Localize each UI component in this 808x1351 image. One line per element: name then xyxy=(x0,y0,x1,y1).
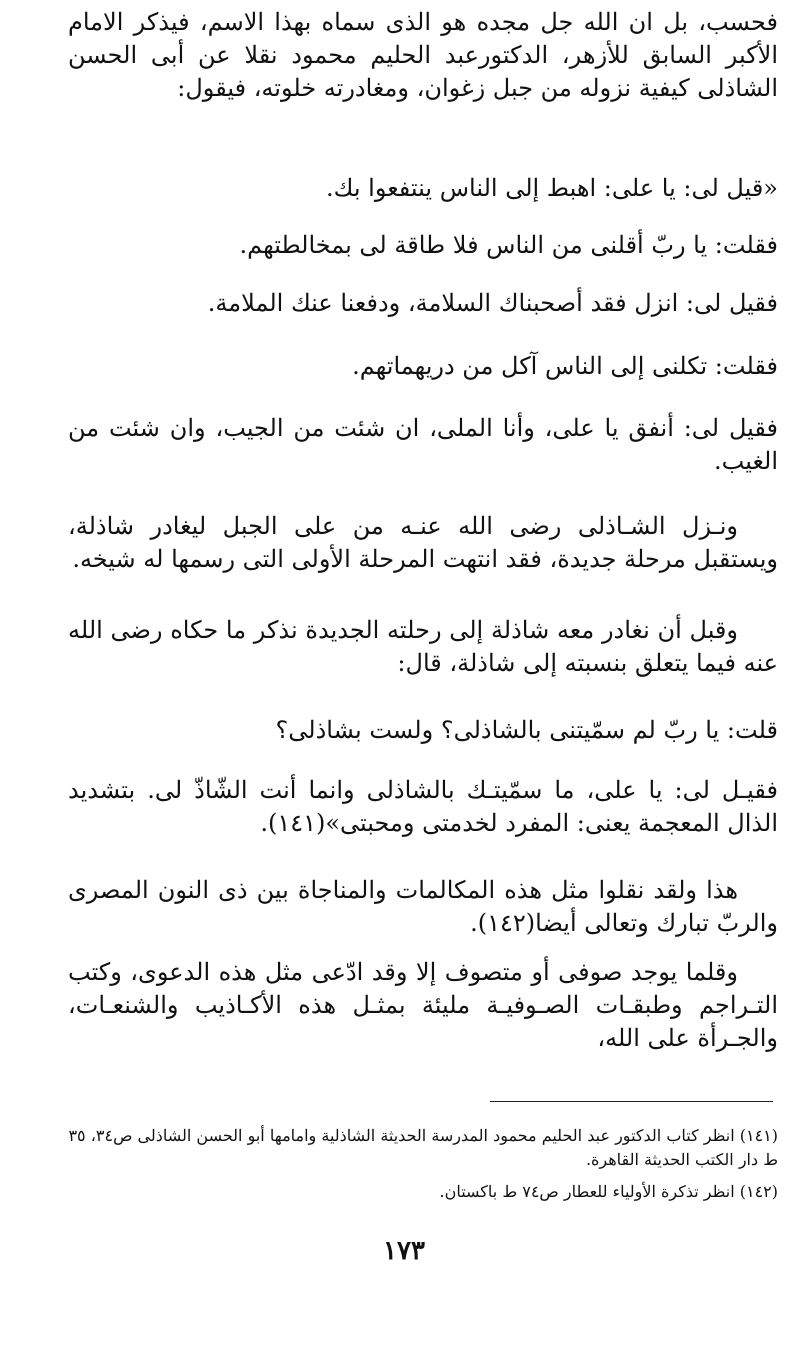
paragraph-dialogue-3: فقيل لى: انزل فقد أصحبناك السلامة، ودفعنا عنك الملامة. xyxy=(207,289,778,317)
footnote-141: (١٤١) انظر كتاب الدكتور عبد الحليم محمود المدرسة الحديثة الشاذلية وامامها أبو الحسن الشاذلى ص٣٤، ٣٥ ط دار الكتب الحديثة القاهرة. xyxy=(68,1126,778,1169)
paragraph-dialogue-4: فقلت: تكلنى إلى الناس آكل من دريهماتهم. xyxy=(352,352,778,380)
paragraph-dialogue-7: فقيـل لى: يا على، ما سمّيتـك بالشاذلى وانما أنت الشّاذّ لى. بتشديد الذال المعجمة يعنى: المفرد لخدمتى ومحبتى»(١٤١). xyxy=(68,776,778,837)
paragraph-dialogue-1: «قيل لى: يا على: اهبط إلى الناس ينتفعوا بك. xyxy=(325,174,778,202)
paragraph-dialogue-2: فقلت: يا ربّ أقلنى من الناس فلا طاقة لى بمخالطتهم. xyxy=(239,231,778,259)
footnote-divider xyxy=(490,1101,773,1102)
page-number: ١٧٣ xyxy=(383,1236,425,1266)
paragraph-dhu-nun: هذا ولقد نقلوا مثل هذه المكالمات والمناجاة بين ذى النون المصرى والربّ تبارك وتعالى أيضا(١٤٢). xyxy=(68,876,778,937)
paragraph-dialogue-5: فقيل لى: أنفق يا على، وأنا الملى، ان شئت من الجيب، وان شئت من الغيب. xyxy=(68,414,778,475)
paragraph-name-origin: وقبل أن نغادر معه شاذلة إلى رحلته الجديدة نذكر ما حكاه رضى الله عنه فيما يتعلق بنسبته إلى شاذلة، قال: xyxy=(68,616,778,677)
paragraph-descent: ونـزل الشـاذلى رضى الله عنـه من على الجبل ليغادر شاذلة، ويستقبل مرحلة جديدة، فقد انتهت المرحلة الأولى التى رسمها له شيخه. xyxy=(68,512,778,573)
footnote-142: (١٤٢) انظر تذكرة الأولياء للعطار ص٧٤ ط باكستان. xyxy=(439,1182,778,1201)
paragraph-claims: وقلما يوجد صوفى أو متصوف إلا وقد ادّعى مثل هذه الدعوى، وكتب التـراجم وطبقـات الصـوفيـة مليئة بمثـل هذه الأكـاذيب والشنعـات، والجـرأة على الله، xyxy=(68,958,778,1052)
paragraph-dialogue-6: قلت: يا ربّ لم سمّيتنى بالشاذلى؟ ولست بشاذلى؟ xyxy=(275,716,778,744)
paragraph-intro: فحسب، بل ان الله جل مجده هو الذى سماه بهذا الاسم، فيذكر الامام الأكبر السابق للأزهر، الدكتورعبد الحليم محمود نقلا عن أبى الحسن الشاذلى كيفية نزوله من جبل زغوان، ومغادرته خلوته، فيقول: xyxy=(68,8,778,102)
